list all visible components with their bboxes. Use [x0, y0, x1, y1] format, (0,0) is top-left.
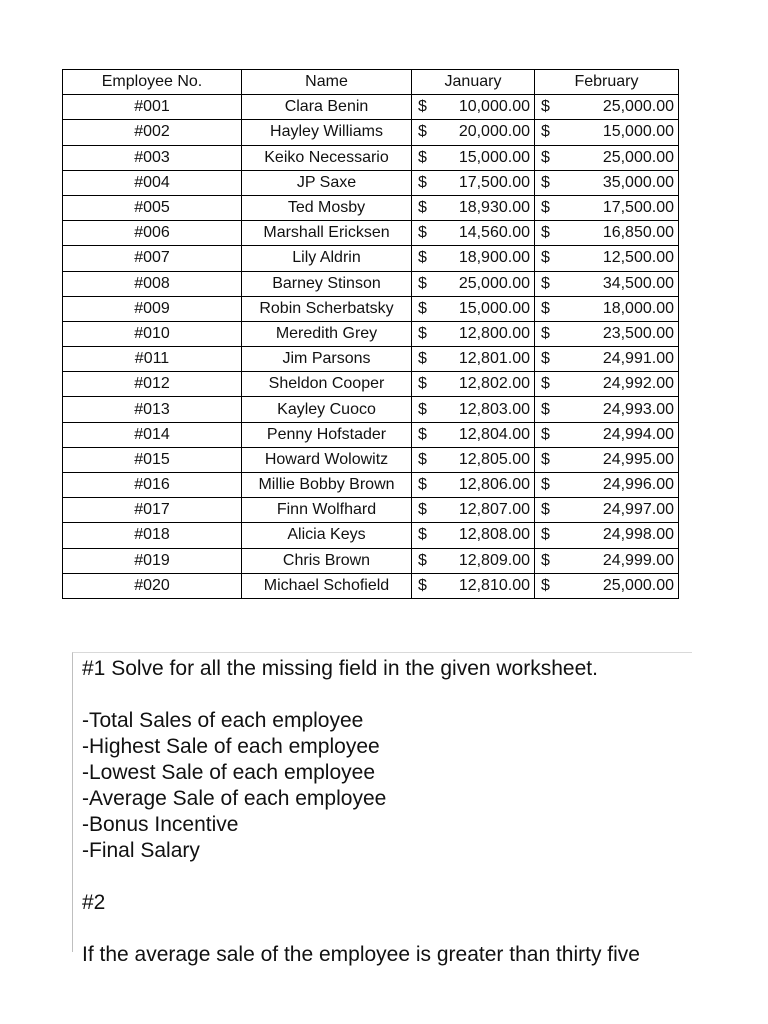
- currency-value: [535, 347, 678, 371]
- amount: 18,900.00: [458, 249, 530, 267]
- employee-name-cell[interactable]: Barney Stinson: [242, 271, 412, 296]
- instructions-lines: [82, 656, 692, 968]
- blank-line: [82, 864, 692, 890]
- currency-symbol: $: [418, 400, 427, 418]
- table-row: [63, 221, 679, 246]
- currency-symbol: $: [418, 425, 427, 443]
- currency-value: [535, 246, 678, 270]
- employee-no-cell[interactable]: #012: [63, 372, 242, 397]
- currency-value: [535, 221, 678, 245]
- instruction-line: If the average sale of the employee is greater than thirty five: [82, 943, 640, 966]
- currency-value: [412, 171, 534, 195]
- amount: 23,500.00: [602, 324, 674, 342]
- amount: 14,560.00: [458, 224, 530, 242]
- instruction-line: -Total Sales of each employee: [82, 709, 364, 732]
- table-row: [63, 548, 679, 573]
- currency-symbol: $: [418, 148, 427, 166]
- table-row: [63, 372, 679, 397]
- currency-value: [535, 196, 678, 220]
- february-sales-cell[interactable]: [535, 523, 679, 548]
- amount: 12,800.00: [458, 324, 530, 342]
- employee-name-cell[interactable]: Alicia Keys: [242, 523, 412, 548]
- sales-table: [62, 69, 679, 599]
- currency-symbol: $: [418, 526, 427, 544]
- employee-no-cell[interactable]: #009: [63, 296, 242, 321]
- amount: 12,809.00: [458, 551, 530, 569]
- currency-symbol: $: [541, 476, 550, 494]
- february-sales-cell[interactable]: [535, 246, 679, 271]
- february-sales-cell[interactable]: [535, 271, 679, 296]
- table-row: [63, 422, 679, 447]
- currency-symbol: $: [541, 375, 550, 393]
- amount: 15,000.00: [458, 299, 530, 317]
- currency-value: [535, 95, 678, 119]
- amount: 12,806.00: [458, 476, 530, 494]
- february-sales-cell[interactable]: [535, 498, 679, 523]
- employee-no-cell[interactable]: #008: [63, 271, 242, 296]
- employee-no-cell[interactable]: #005: [63, 195, 242, 220]
- january-sales-cell[interactable]: [412, 246, 535, 271]
- january-sales-cell[interactable]: [412, 347, 535, 372]
- february-sales-cell[interactable]: [535, 422, 679, 447]
- employee-no-cell[interactable]: #007: [63, 246, 242, 271]
- currency-value: [412, 272, 534, 296]
- amount: 35,000.00: [602, 173, 674, 191]
- instruction-line: -Lowest Sale of each employee: [82, 761, 376, 784]
- employee-name-cell[interactable]: Chris Brown: [242, 548, 412, 573]
- amount: 10,000.00: [458, 98, 530, 116]
- table-body: [63, 95, 679, 599]
- amount: 16,850.00: [602, 224, 674, 242]
- amount: 12,807.00: [458, 501, 530, 519]
- currency-symbol: $: [541, 299, 550, 317]
- employee-name-cell[interactable]: Keiko Necessario: [242, 145, 412, 170]
- february-sales-cell[interactable]: [535, 473, 679, 498]
- instructions-text-box[interactable]: [72, 652, 692, 966]
- february-sales-cell[interactable]: [535, 221, 679, 246]
- table-row: [63, 573, 679, 598]
- currency-symbol: $: [541, 324, 550, 342]
- currency-symbol: $: [418, 375, 427, 393]
- currency-value: [412, 95, 534, 119]
- currency-symbol: $: [541, 224, 550, 242]
- amount: 24,991.00: [602, 350, 674, 368]
- february-sales-cell[interactable]: [535, 170, 679, 195]
- currency-value: [535, 322, 678, 346]
- table-row: [63, 447, 679, 472]
- february-sales-cell[interactable]: [535, 95, 679, 120]
- amount: 17,500.00: [458, 173, 530, 191]
- january-sales-cell[interactable]: [412, 548, 535, 573]
- employee-name-cell[interactable]: Robin Scherbatsky: [242, 296, 412, 321]
- instruction-line: #2: [82, 891, 106, 914]
- currency-symbol: $: [541, 400, 550, 418]
- amount: 24,993.00: [602, 400, 674, 418]
- table-row: [63, 296, 679, 321]
- header-february[interactable]: February: [535, 70, 679, 95]
- february-sales-cell[interactable]: [535, 447, 679, 472]
- employee-name-cell[interactable]: Penny Hofstader: [242, 422, 412, 447]
- amount: 25,000.00: [458, 274, 530, 292]
- february-sales-cell[interactable]: [535, 548, 679, 573]
- amount: 24,995.00: [602, 450, 674, 468]
- amount: 12,810.00: [458, 576, 530, 594]
- table-row: [63, 95, 679, 120]
- currency-value: [412, 146, 534, 170]
- january-sales-cell[interactable]: [412, 95, 535, 120]
- amount: 12,803.00: [458, 400, 530, 418]
- currency-symbol: $: [541, 425, 550, 443]
- currency-symbol: $: [541, 173, 550, 191]
- currency-value: [535, 272, 678, 296]
- currency-symbol: $: [418, 551, 427, 569]
- blank-line: [82, 682, 692, 708]
- employee-name-cell[interactable]: Sheldon Cooper: [242, 372, 412, 397]
- amount: 15,000.00: [602, 123, 674, 141]
- january-sales-cell[interactable]: [412, 321, 535, 346]
- employee-no-cell[interactable]: #002: [63, 120, 242, 145]
- currency-symbol: $: [418, 274, 427, 292]
- header-january[interactable]: January: [412, 70, 535, 95]
- amount: 24,998.00: [602, 526, 674, 544]
- currency-symbol: $: [541, 501, 550, 519]
- currency-value: [412, 549, 534, 573]
- currency-symbol: $: [541, 148, 550, 166]
- amount: 12,802.00: [458, 375, 530, 393]
- currency-value: [412, 221, 534, 245]
- currency-symbol: $: [541, 274, 550, 292]
- february-sales-cell[interactable]: [535, 120, 679, 145]
- employee-no-cell[interactable]: #011: [63, 347, 242, 372]
- currency-symbol: $: [418, 98, 427, 116]
- instruction-line: -Bonus Incentive: [82, 813, 239, 836]
- february-sales-cell[interactable]: [535, 397, 679, 422]
- currency-symbol: $: [541, 450, 550, 468]
- currency-value: [535, 498, 678, 522]
- january-sales-cell[interactable]: [412, 397, 535, 422]
- currency-symbol: $: [418, 501, 427, 519]
- employee-name-cell[interactable]: Michael Schofield: [242, 573, 412, 598]
- currency-value: [412, 498, 534, 522]
- header-employee-no[interactable]: Employee No.: [63, 70, 242, 95]
- blank-line: [82, 916, 692, 942]
- currency-value: [535, 297, 678, 321]
- february-sales-cell[interactable]: [535, 195, 679, 220]
- employee-name-cell[interactable]: Finn Wolfhard: [242, 498, 412, 523]
- employee-name-cell[interactable]: JP Saxe: [242, 170, 412, 195]
- currency-symbol: $: [418, 224, 427, 242]
- amount: 18,930.00: [458, 199, 530, 217]
- table-row: [63, 271, 679, 296]
- amount: 20,000.00: [458, 123, 530, 141]
- currency-value: [535, 146, 678, 170]
- employee-name-cell[interactable]: Millie Bobby Brown: [242, 473, 412, 498]
- january-sales-cell[interactable]: [412, 120, 535, 145]
- currency-value: [535, 372, 678, 396]
- january-sales-cell[interactable]: [412, 145, 535, 170]
- employee-no-cell[interactable]: #001: [63, 95, 242, 120]
- amount: 12,801.00: [458, 350, 530, 368]
- amount: 15,000.00: [458, 148, 530, 166]
- currency-value: [535, 398, 678, 422]
- table-row: [63, 170, 679, 195]
- currency-value: [412, 473, 534, 497]
- table-row: [63, 347, 679, 372]
- table-row: [63, 498, 679, 523]
- february-sales-cell[interactable]: [535, 347, 679, 372]
- employee-no-cell[interactable]: #003: [63, 145, 242, 170]
- employee-no-cell[interactable]: #020: [63, 573, 242, 598]
- amount: 12,804.00: [458, 425, 530, 443]
- employee-name-cell[interactable]: Meredith Grey: [242, 321, 412, 346]
- table-row: [63, 246, 679, 271]
- amount: 18,000.00: [602, 299, 674, 317]
- january-sales-cell[interactable]: [412, 523, 535, 548]
- employee-no-cell[interactable]: #019: [63, 548, 242, 573]
- currency-symbol: $: [541, 576, 550, 594]
- employee-no-cell[interactable]: #010: [63, 321, 242, 346]
- february-sales-cell[interactable]: [535, 145, 679, 170]
- currency-value: [412, 347, 534, 371]
- employee-no-cell[interactable]: #004: [63, 170, 242, 195]
- currency-value: [412, 423, 534, 447]
- currency-value: [535, 120, 678, 144]
- currency-value: [535, 549, 678, 573]
- january-sales-cell[interactable]: [412, 422, 535, 447]
- currency-value: [412, 398, 534, 422]
- amount: 24,996.00: [602, 476, 674, 494]
- february-sales-cell[interactable]: [535, 296, 679, 321]
- currency-symbol: $: [541, 350, 550, 368]
- employee-name-cell[interactable]: Kayley Cuoco: [242, 397, 412, 422]
- currency-value: [412, 196, 534, 220]
- employee-no-cell[interactable]: #017: [63, 498, 242, 523]
- currency-symbol: $: [541, 249, 550, 267]
- currency-value: [412, 448, 534, 472]
- currency-value: [535, 448, 678, 472]
- currency-symbol: $: [418, 350, 427, 368]
- amount: 34,500.00: [602, 274, 674, 292]
- january-sales-cell[interactable]: [412, 271, 535, 296]
- currency-value: [535, 423, 678, 447]
- january-sales-cell[interactable]: [412, 498, 535, 523]
- amount: 24,999.00: [602, 551, 674, 569]
- instruction-line: -Final Salary: [82, 839, 200, 862]
- table-row: [63, 523, 679, 548]
- table-row: [63, 145, 679, 170]
- january-sales-cell[interactable]: [412, 296, 535, 321]
- january-sales-cell[interactable]: [412, 447, 535, 472]
- currency-symbol: $: [418, 173, 427, 191]
- currency-symbol: $: [418, 123, 427, 141]
- currency-value: [412, 322, 534, 346]
- instruction-line: -Average Sale of each employee: [82, 787, 387, 810]
- currency-value: [412, 574, 534, 598]
- currency-value: [412, 372, 534, 396]
- header-name[interactable]: Name: [242, 70, 412, 95]
- february-sales-cell[interactable]: [535, 372, 679, 397]
- amount: 12,805.00: [458, 450, 530, 468]
- employee-name-cell[interactable]: Marshall Ericksen: [242, 221, 412, 246]
- february-sales-cell[interactable]: [535, 321, 679, 346]
- currency-symbol: $: [541, 526, 550, 544]
- currency-value: [412, 297, 534, 321]
- currency-value: [535, 574, 678, 598]
- amount: 24,992.00: [602, 375, 674, 393]
- employee-name-cell[interactable]: Ted Mosby: [242, 195, 412, 220]
- currency-value: [412, 523, 534, 547]
- currency-symbol: $: [418, 199, 427, 217]
- currency-symbol: $: [541, 199, 550, 217]
- employee-name-cell[interactable]: Howard Wolowitz: [242, 447, 412, 472]
- amount: 24,994.00: [602, 425, 674, 443]
- table-row: [63, 473, 679, 498]
- currency-symbol: $: [418, 299, 427, 317]
- amount: 12,500.00: [602, 249, 674, 267]
- amount: 25,000.00: [602, 148, 674, 166]
- currency-symbol: $: [418, 324, 427, 342]
- currency-symbol: $: [418, 450, 427, 468]
- employee-no-cell[interactable]: #016: [63, 473, 242, 498]
- header-row: [63, 70, 679, 95]
- employee-no-cell[interactable]: #006: [63, 221, 242, 246]
- employee-no-cell[interactable]: #018: [63, 523, 242, 548]
- amount: 25,000.00: [602, 576, 674, 594]
- currency-symbol: $: [541, 551, 550, 569]
- currency-symbol: $: [541, 123, 550, 141]
- instruction-line: -Highest Sale of each employee: [82, 735, 380, 758]
- currency-value: [412, 120, 534, 144]
- employee-name-cell[interactable]: Hayley Williams: [242, 120, 412, 145]
- amount: 25,000.00: [602, 98, 674, 116]
- january-sales-cell[interactable]: [412, 372, 535, 397]
- amount: 12,808.00: [458, 526, 530, 544]
- currency-symbol: $: [418, 249, 427, 267]
- employee-no-cell[interactable]: #013: [63, 397, 242, 422]
- amount: 24,997.00: [602, 501, 674, 519]
- instruction-line: #1 Solve for all the missing field in the given worksheet.: [82, 657, 598, 680]
- table-row: [63, 397, 679, 422]
- employee-name-cell[interactable]: Clara Benin: [242, 95, 412, 120]
- january-sales-cell[interactable]: [412, 195, 535, 220]
- currency-symbol: $: [541, 98, 550, 116]
- currency-value: [535, 473, 678, 497]
- employee-name-cell[interactable]: Lily Aldrin: [242, 246, 412, 271]
- currency-value: [412, 246, 534, 270]
- january-sales-cell[interactable]: [412, 170, 535, 195]
- employee-no-cell[interactable]: #015: [63, 447, 242, 472]
- table-row: [63, 120, 679, 145]
- february-sales-cell[interactable]: [535, 573, 679, 598]
- table-row: [63, 195, 679, 220]
- january-sales-cell[interactable]: [412, 221, 535, 246]
- employee-name-cell[interactable]: Jim Parsons: [242, 347, 412, 372]
- currency-value: [535, 171, 678, 195]
- january-sales-cell[interactable]: [412, 473, 535, 498]
- table-row: [63, 321, 679, 346]
- currency-value: [535, 523, 678, 547]
- currency-symbol: $: [418, 476, 427, 494]
- amount: 17,500.00: [602, 199, 674, 217]
- currency-symbol: $: [418, 576, 427, 594]
- employee-no-cell[interactable]: #014: [63, 422, 242, 447]
- january-sales-cell[interactable]: [412, 573, 535, 598]
